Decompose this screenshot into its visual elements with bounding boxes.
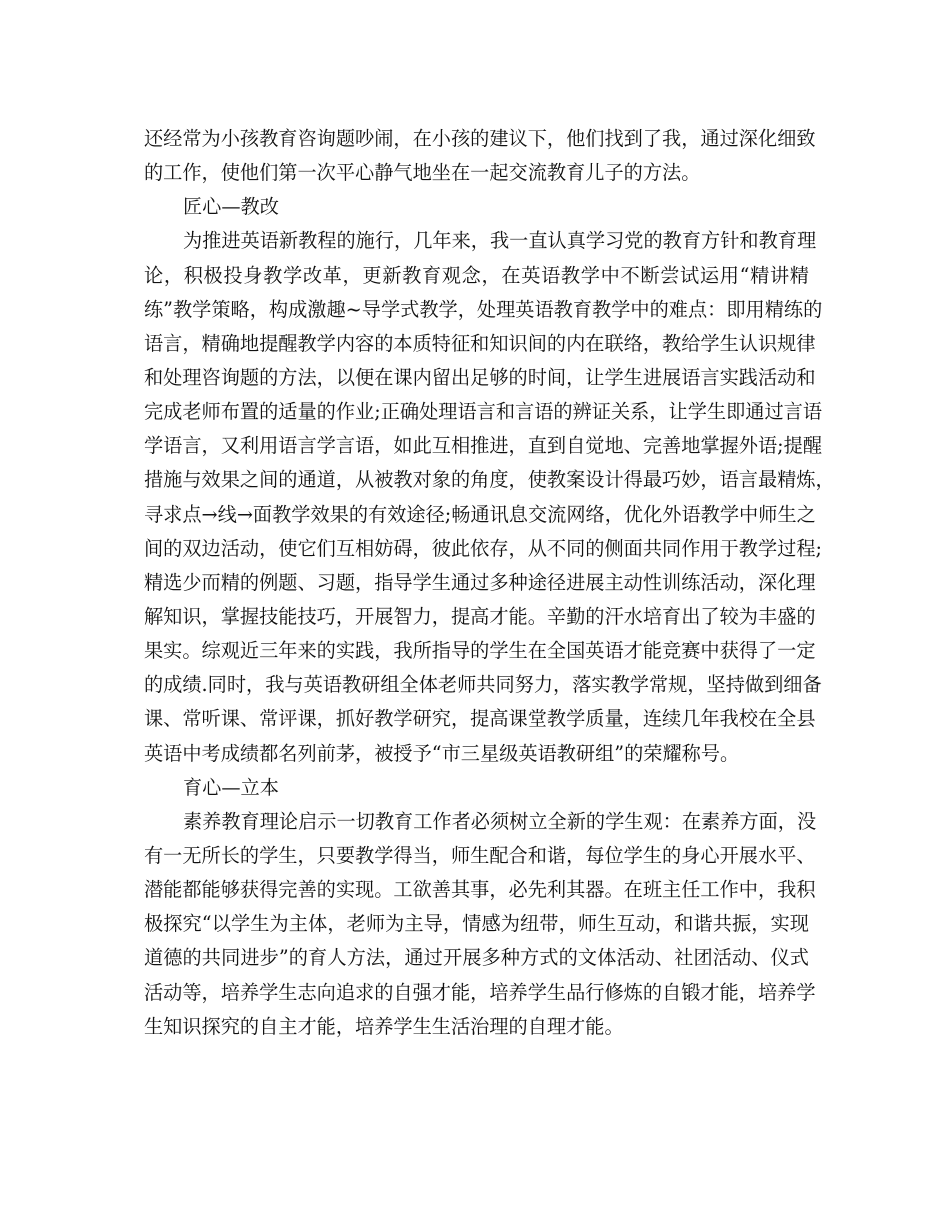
paragraph-line: 学语言，又利用语言学言语，如此互相推进，直到自觉地、完善地掌握外语;提醒 [144,434,823,458]
paragraph-line: 极探究“以学生为主体，老师为主导，情感为纽带，师生互动，和谐共振，实现 [144,912,809,936]
paragraph-line: 活动等，培养学生志向追求的自强才能，培养学生品行修炼的自锻才能，培养学 [144,980,816,1004]
paragraph-line: 为推进英语新教程的施行，几年来，我一直认真学习党的教育方针和教育理 [183,229,817,253]
paragraph-1 [144,122,816,190]
paragraph-2 [144,224,835,770]
paragraph-3 [144,805,817,1044]
paragraph-line: 素养教育理论启示一切教育工作者必须树立全新的学生观：在素养方面，没 [183,809,817,833]
section-heading-craftsmanship: 匠心—教改 [183,195,279,219]
paragraph-line: 语言，精确地提醒教学内容的本质特征和知识间的内在联络，教给学生认识规律 [144,331,816,355]
document-page [144,122,835,1044]
paragraph-line: 潜能都能够获得完善的实现。工欲善其事，必先利其器。在班主任工作中，我积 [144,878,816,902]
paragraph-line: 寻求点→线→面教学效果的有效途径;畅通讯息交流网络，优化外语教学中师生之 [144,502,816,526]
section-heading-cultivation: 育心—立本 [183,775,279,799]
paragraph-line: 果实。综观近三年来的实践，我所指导的学生在全国英语才能竞赛中获得了一定 [144,639,816,663]
paragraph-line: 课、常听课、常评课，抓好教学研究，提高课堂教学质量，连续几年我校在全县 [144,707,816,731]
paragraph-line: 的成绩.同时，我与英语教研组全体老师共同努力，落实教学常规，坚持做到细备 [144,673,822,697]
paragraph-line: 道德的共同进步”的育人方法，通过开展多种方式的文体活动、社团活动、仪式 [144,946,809,970]
paragraph-line: 生知识探究的自主才能，培养学生生活治理的自理才能。 [144,1014,624,1038]
paragraph-line: 练”教学策略，构成激趣~导学式教学，处理英语教育教学中的难点：即用精练的 [144,297,823,321]
paragraph-line: 还经常为小孩教育咨询题吵闹，在小孩的建议下，他们找到了我，通过深化细致 [144,127,816,150]
paragraph-line: 有一无所长的学生，只要教学得当，师生配合和谐，每位学生的身心开展水平、 [144,843,816,867]
paragraph-line: 和处理咨询题的方法，以便在课内留出足够的时间，让学生进展语言实践活动和 [144,365,816,389]
paragraph-line: 英语中考成绩都名列前茅，被授予“市三星级英语教研组”的荣耀称号。 [144,741,740,765]
paragraph-line: 完成老师布置的适量的作业;正确处理语言和言语的辨证关系，让学生即通过言语 [144,400,823,424]
paragraph-line: 精选少而精的例题、习题，指导学生通过多种途径进展主动性训练活动，深化理 [144,570,816,594]
paragraph-line: 间的双边活动，使它们互相妨碍，彼此依存，从不同的侧面共同作用于教学过程; [144,536,823,560]
paragraph-line: 论，积极投身教学改革，更新教育观念，在英语教学中不断尝试运用“精讲精 [144,263,809,287]
paragraph-line: 的工作，使他们第一次平心静气地坐在一起交流教育儿子的方法。 [144,161,701,185]
paragraph-line: 解知识，掌握技能技巧，开展智力，提高才能。辛勤的汗水培育出了较为丰盛的 [144,604,816,628]
paragraph-line: 措施与效果之间的通道，从被教对象的角度，使教案设计得最巧妙，语言最精炼， [144,468,835,492]
